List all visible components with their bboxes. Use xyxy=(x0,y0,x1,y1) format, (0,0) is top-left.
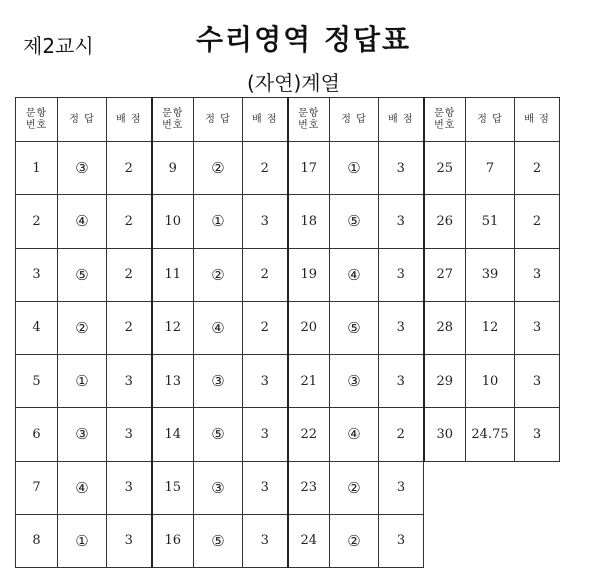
question-number-cell: 18 xyxy=(288,195,330,248)
answer-cell: ④ xyxy=(58,195,107,248)
table-row xyxy=(16,142,560,195)
answer-cell: ③ xyxy=(58,142,107,195)
points-header: 배 점 xyxy=(515,98,560,142)
answer-cell: ⑤ xyxy=(194,408,243,461)
question-number-cell: 16 xyxy=(152,514,194,567)
question-number-cell: 11 xyxy=(152,248,194,301)
table-row xyxy=(16,355,560,408)
points-cell: 3 xyxy=(243,461,288,514)
question-number-cell: 3 xyxy=(16,248,58,301)
question-number-cell: 4 xyxy=(16,301,58,354)
question-number-cell: 10 xyxy=(152,195,194,248)
answer-header: 정 답 xyxy=(58,98,107,142)
answer-cell: 10 xyxy=(466,355,515,408)
question-number-cell: 27 xyxy=(424,248,466,301)
points-cell: 2 xyxy=(243,248,288,301)
points-cell: 3 xyxy=(515,355,560,408)
points-cell: 3 xyxy=(379,142,424,195)
question-number-cell: 19 xyxy=(288,248,330,301)
empty-cell xyxy=(515,461,560,514)
empty-cell xyxy=(424,461,466,514)
question-number-cell: 25 xyxy=(424,142,466,195)
question-number-header: 문항 번호 xyxy=(152,98,194,142)
question-number-cell: 5 xyxy=(16,355,58,408)
points-cell: 3 xyxy=(379,461,424,514)
points-cell: 3 xyxy=(515,301,560,354)
points-cell: 3 xyxy=(107,355,152,408)
points-cell: 2 xyxy=(243,301,288,354)
answer-cell: ① xyxy=(330,142,379,195)
points-cell: 3 xyxy=(379,514,424,567)
question-number-cell: 22 xyxy=(288,408,330,461)
question-number-cell: 17 xyxy=(288,142,330,195)
question-number-cell: 13 xyxy=(152,355,194,408)
answer-cell: ⑤ xyxy=(58,248,107,301)
question-number-cell: 8 xyxy=(16,514,58,567)
points-cell: 3 xyxy=(243,514,288,567)
table-row xyxy=(16,195,560,248)
question-number-cell: 12 xyxy=(152,301,194,354)
table-row xyxy=(16,514,560,567)
answer-cell: ④ xyxy=(330,408,379,461)
points-cell: 3 xyxy=(243,355,288,408)
question-number-cell: 1 xyxy=(16,142,58,195)
points-cell: 2 xyxy=(107,142,152,195)
points-header: 배 점 xyxy=(243,98,288,142)
answer-cell: 24.75 xyxy=(466,408,515,461)
answer-cell: 7 xyxy=(466,142,515,195)
answer-cell: ② xyxy=(330,461,379,514)
points-cell: 3 xyxy=(107,461,152,514)
points-cell: 3 xyxy=(107,408,152,461)
points-cell: 3 xyxy=(107,514,152,567)
answer-cell: ② xyxy=(330,514,379,567)
answer-cell: ② xyxy=(58,301,107,354)
question-number-cell: 29 xyxy=(424,355,466,408)
answer-cell: ⑤ xyxy=(330,301,379,354)
answer-cell: 39 xyxy=(466,248,515,301)
header-row xyxy=(16,98,560,142)
points-cell: 3 xyxy=(515,408,560,461)
answer-cell: ④ xyxy=(330,248,379,301)
answer-header: 정 답 xyxy=(466,98,515,142)
table-row xyxy=(16,301,560,354)
question-number-header: 문항 번호 xyxy=(16,98,58,142)
question-number-cell: 6 xyxy=(16,408,58,461)
points-cell: 3 xyxy=(243,195,288,248)
table-row xyxy=(16,248,560,301)
answer-cell: ③ xyxy=(194,355,243,408)
empty-cell xyxy=(424,514,466,567)
answer-cell: ① xyxy=(58,355,107,408)
points-cell: 3 xyxy=(379,195,424,248)
empty-cell xyxy=(466,461,515,514)
points-cell: 2 xyxy=(243,142,288,195)
empty-cell xyxy=(515,514,560,567)
table-row xyxy=(16,408,560,461)
answer-cell: 51 xyxy=(466,195,515,248)
answer-header: 정 답 xyxy=(330,98,379,142)
question-number-cell: 30 xyxy=(424,408,466,461)
answer-cell: ① xyxy=(58,514,107,567)
answer-cell: ③ xyxy=(58,408,107,461)
answer-cell: ⑤ xyxy=(330,195,379,248)
question-number-cell: 26 xyxy=(424,195,466,248)
points-cell: 2 xyxy=(107,248,152,301)
points-cell: 2 xyxy=(515,195,560,248)
empty-cell xyxy=(466,514,515,567)
question-number-cell: 20 xyxy=(288,301,330,354)
points-cell: 2 xyxy=(379,408,424,461)
points-cell: 3 xyxy=(515,248,560,301)
answer-table xyxy=(15,97,560,568)
question-number-header: 문항 번호 xyxy=(288,98,330,142)
question-number-cell: 24 xyxy=(288,514,330,567)
points-cell: 3 xyxy=(379,301,424,354)
page-title: 수리영역 정답표 xyxy=(196,23,412,56)
points-cell: 2 xyxy=(515,142,560,195)
answer-cell: ② xyxy=(194,248,243,301)
answer-cell: ④ xyxy=(194,301,243,354)
points-cell: 2 xyxy=(107,195,152,248)
question-number-cell: 2 xyxy=(16,195,58,248)
points-header: 배 점 xyxy=(107,98,152,142)
points-header: 배 점 xyxy=(379,98,424,142)
question-number-cell: 14 xyxy=(152,408,194,461)
question-number-cell: 9 xyxy=(152,142,194,195)
question-number-cell: 28 xyxy=(424,301,466,354)
points-cell: 2 xyxy=(107,301,152,354)
page-subtitle: (자연)계열 xyxy=(247,71,340,95)
table-row xyxy=(16,461,560,514)
answer-cell: ② xyxy=(194,142,243,195)
question-number-cell: 23 xyxy=(288,461,330,514)
points-cell: 3 xyxy=(243,408,288,461)
question-number-cell: 7 xyxy=(16,461,58,514)
points-cell: 3 xyxy=(379,248,424,301)
answer-header: 정 답 xyxy=(194,98,243,142)
answer-cell: ③ xyxy=(330,355,379,408)
answer-cell: ① xyxy=(194,195,243,248)
answer-cell: ⑤ xyxy=(194,514,243,567)
session-label: 제2교시 xyxy=(23,34,94,58)
question-number-cell: 21 xyxy=(288,355,330,408)
answer-cell: 12 xyxy=(466,301,515,354)
points-cell: 3 xyxy=(379,355,424,408)
question-number-header: 문항 번호 xyxy=(424,98,466,142)
answer-cell: ③ xyxy=(194,461,243,514)
question-number-cell: 15 xyxy=(152,461,194,514)
answer-cell: ④ xyxy=(58,461,107,514)
